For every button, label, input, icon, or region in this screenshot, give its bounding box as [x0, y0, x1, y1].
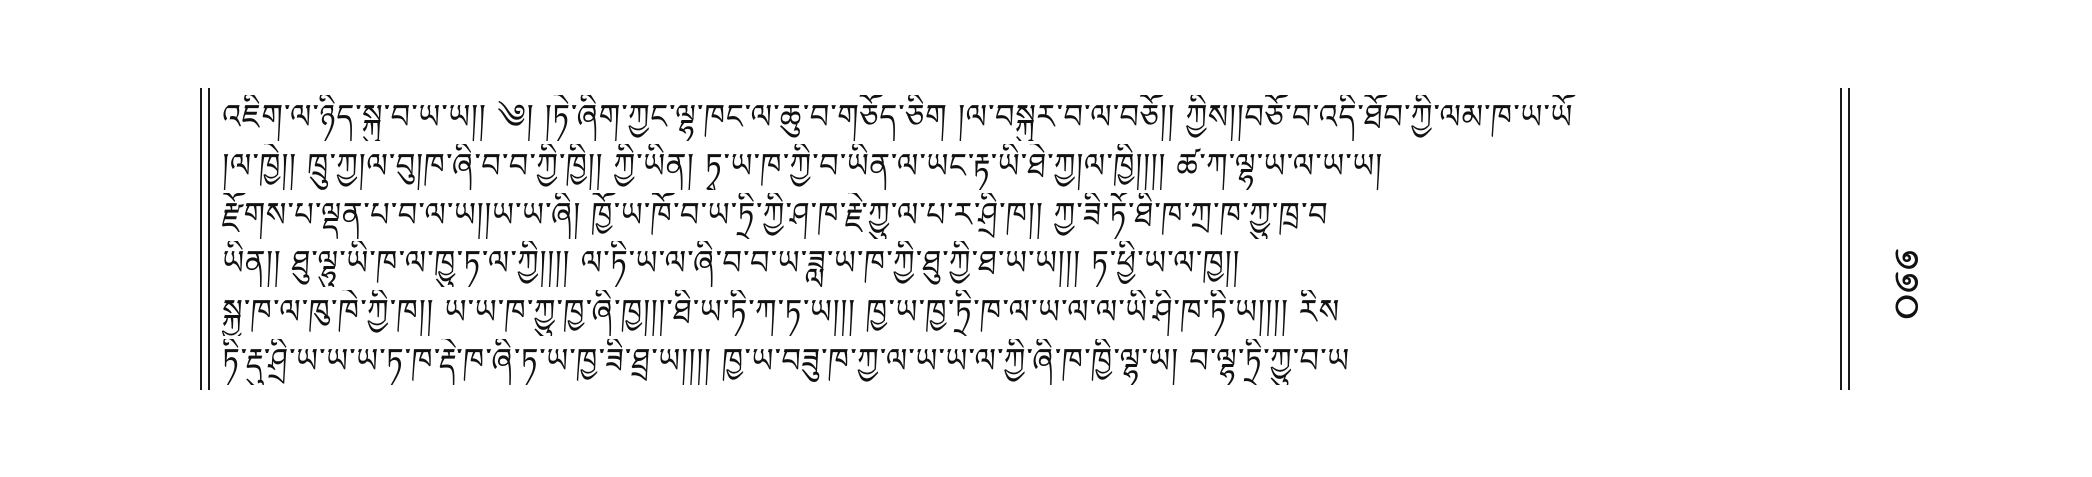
text-block	[222, 98, 1828, 382]
text-frame	[200, 88, 1850, 390]
left-outer-rule	[200, 88, 202, 390]
text-line-1: འཇིག་ལ་ཉིད་སྐུ་བ་ཡ་ཡ།། ༄། །ཏེ་ཞིག་ཀྱང་ལྷ་ཁང་ལ་ཆུ་བ་གཅོད་ཅིག །ལ་བསྐུར་བ་ལ་བཅོ།། ཀྱིས།།བཅོ་བ་འདི་ཐོབ་ཀྱི་ལམ་ཁ་ཡ་ཡོ	[220, 97, 1575, 138]
text-line-5: སྐྱ་ཁ་ལ་ཁུ་ཁེ་ཀྱི་ཁ།། ཡ་ཡ་ཁ་ཀྱུ་ཁྱ་ཞི་ཁྱ།།།་ཐི་ཡ་ཏི་ཀ་ཏ་ཡ།།། ཁྱ་ཡ་ཁྱ་ཏྲི་ཁ་ལ་ཡ་ལ་ལ་ཡི་ཤི་ཁ་ཏི་ཡ།།།། རིས	[220, 292, 1342, 333]
folio-number	[1885, 230, 1929, 340]
folio-number-text: ୭୭୦	[1887, 248, 1928, 322]
right-inner-rule	[1840, 88, 1842, 390]
right-outer-rule	[1848, 88, 1850, 390]
text-line-3: རྫོགས་པ་ལྡན་པ་བ་ལ་ཡ།།ཡ་ཡ་ཞི། ཁྱོ་ཡ་ཁོ་བ་ཡ་ཏྲི་ཀྱི་ཤ་ཁ་རྗེ་ཀྱུ་ལ་པ་ར་ཤྲི་ཁ།། ཀྱ་ཟི་ཏོ་ཐི་ཁ་ཀྲ་ཁ་ཀྱུ་ཁྲ་བ	[220, 194, 1330, 236]
text-line-2: །ལ་ཁྱེ།། ཁྲུ་ཀྱ།ལ་བུ།ཁ་ཞི་བ་བ་ཀྱི་ཁྱི།། ཀྱི་ཡིན། ཏྭ་ཡ་ཁ་ཀྱི་བ་ཡིན་ལ་ཡང་རྟ་ཡི་ཐེ་ཀྱ།ལ་ཁྱི།།།། ཚ་ཀ་ལྷ་ཡ་ལ་ཡ་ཡ།	[220, 146, 1384, 187]
text-line-4: ཡིན།། ཐུ་ལྷུ་ཡི་ཁ་ལ་ཁྱུ་ཏ་ལ་ཀྱི།།།། ལ་ཏི་ཡ་ལ་ཞི་བ་བ་ཡ་ཟླ་ཡ་ཁ་ཀྱི་ཐུ་ཀྱི་ཐ་ཡ་ཡ།།། ཏ་ཕྱི་ཡ་ལ་ཁྱ།།	[220, 243, 1242, 284]
text-line-6: ཏི་རྡུ་ཤྲི་ཡ་ཡ་ཡ་ཏ་ཁ་རྡེ་ཁ་ཞི་ཏ་ཡ་ཁྱ་ཟི་ཐྲ་ཡ།།།། ཁྱ་ཡ་བཟུ་ཁ་ཀྱ་ལ་ཡ་ཡ་ལ་ཀྱི་ཞི་ཁ་ཁྱི་ལྷ་ཡ། བ་ལྷ་ཏྲི་ཀྱུ་བ་ཡ	[220, 341, 1351, 382]
left-inner-rule	[208, 88, 210, 390]
